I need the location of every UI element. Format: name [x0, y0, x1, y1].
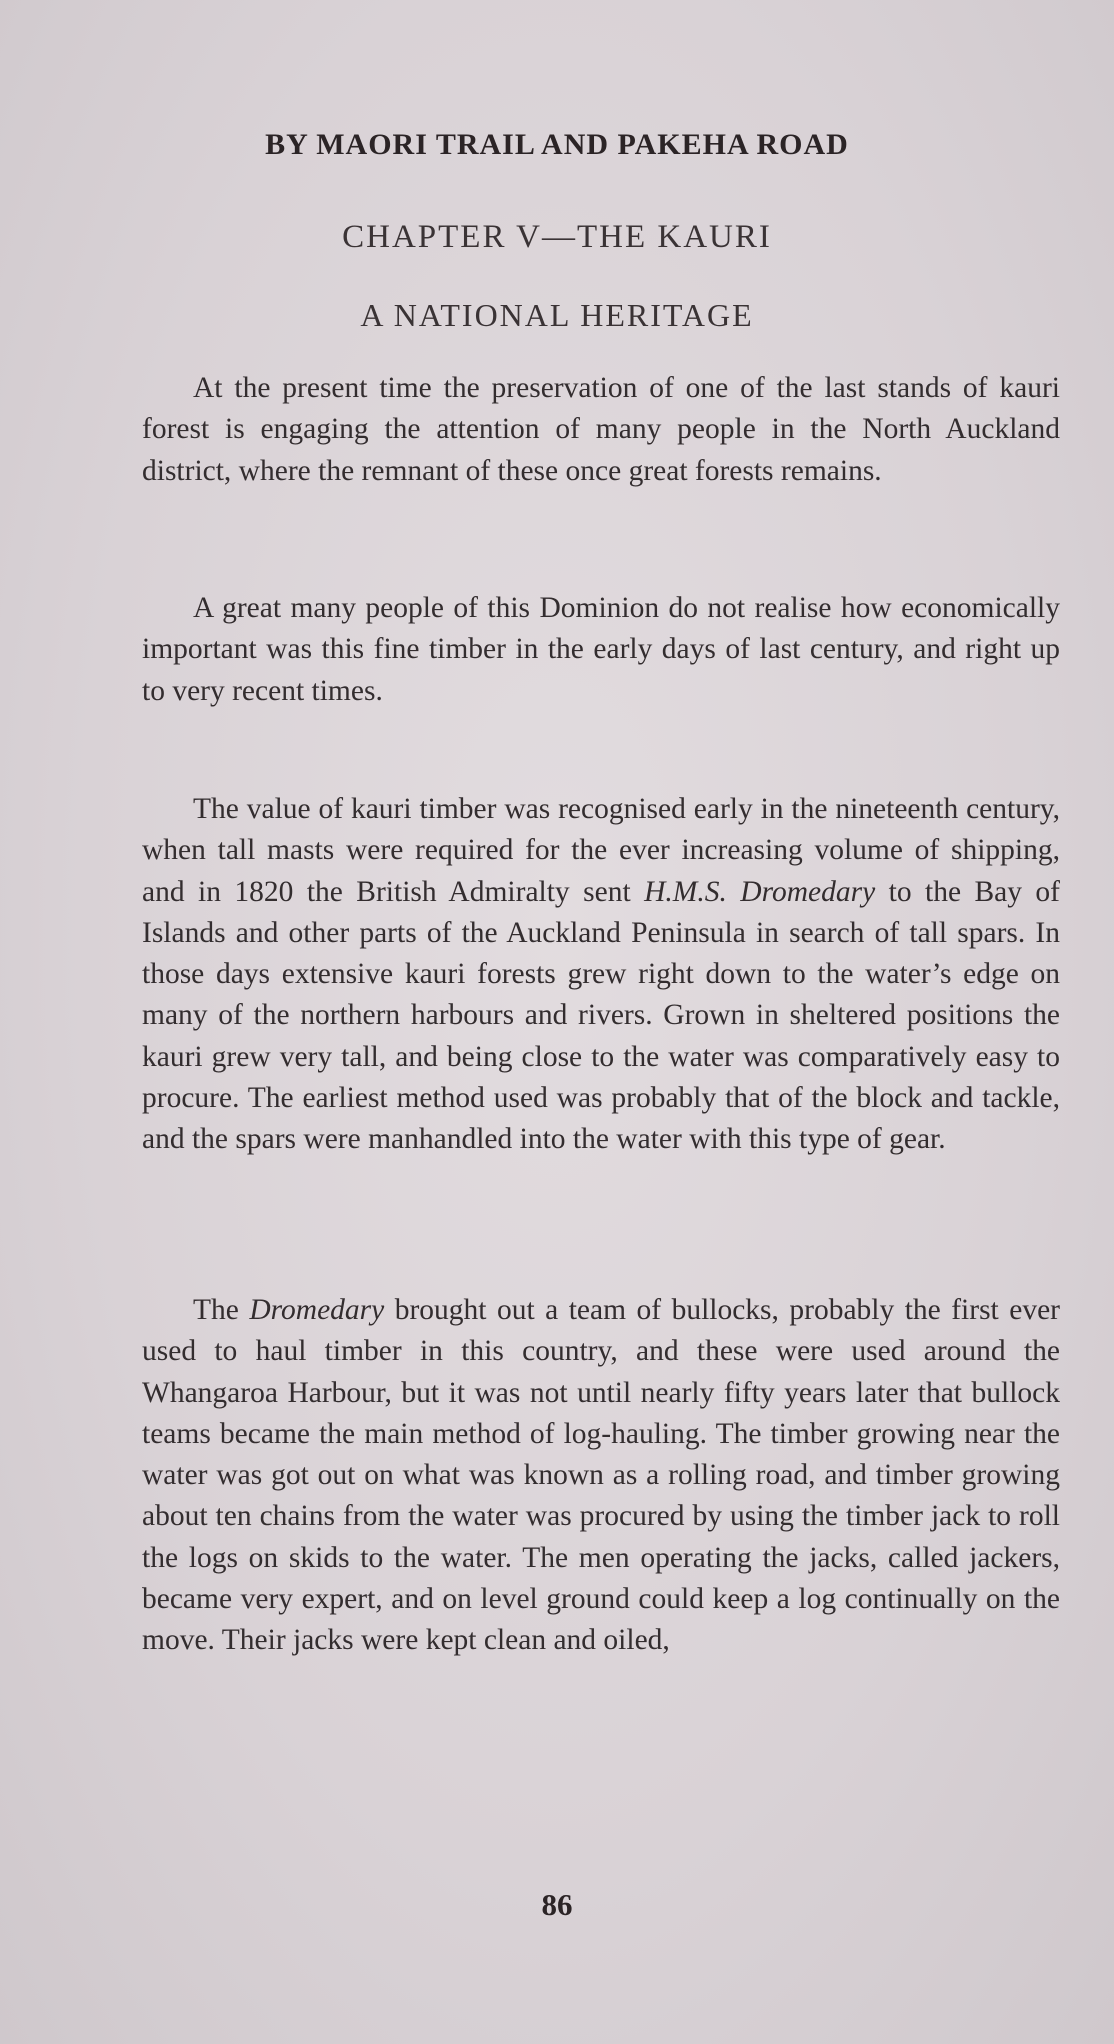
paragraph-text-part: The value of kauri timber was recognised early in the nineteenth century, when tall masts were required for the ever increasing volume of shipping, and in 1820 the British Admiralty sent	[142, 793, 1060, 908]
chapter-title: CHAPTER V—THE KAURI	[342, 219, 772, 255]
running-head: BY MAORI TRAIL AND PAKEHA ROAD	[265, 128, 849, 161]
paragraph-text-part: to the Bay of Islands and other parts of the Auckland Peninsula in search of tall spars. In those days extensive kauri forests grew right down to the water’s edge on many of the northern harbours and rivers. Grown in sheltered positions the kauri grew very tall, and being close to the water was comparatively easy to procure. The earliest method used was probably that of the block and tackle, and the spars were manhandled into the water with this type of gear.	[142, 875, 1060, 1156]
body-paragraph-2	[142, 588, 1060, 712]
paragraph-text-part: The	[193, 1294, 250, 1326]
paragraph-text: A great many people of this Dominion do not realise how economically important was this fine timber in the early days of last century, and right up to very recent times.	[142, 592, 1060, 707]
section-title: A NATIONAL HERITAGE	[360, 297, 754, 333]
paragraph-text: At the present time the preservation of one of the last stands of kauri forest is engaging the attention of many people in the North Auckland district, where the remnant of these once great forests remains.	[142, 372, 1060, 487]
body-paragraph-4	[142, 1290, 1060, 1662]
page-number: 86	[541, 1887, 573, 1922]
body-paragraph-1	[142, 368, 1060, 492]
paragraph-text	[142, 1290, 1060, 1662]
paragraph-text-part: brought out a team of bullocks, probably the first ever used to haul timber in this country, and these were used around the Whangaroa Harbour, but it was not until nearly fifty years later that bullock teams became the main method of log-hauling. The timber growing near the water was got out on what was known as a rolling road, and timber growing about ten chains from the water was procured by using the timber jack to roll the logs on skids to the water. The men operating the jacks, called jackers, became very expert, and on level ground could keep a log continually on the move. Their jacks were kept clean and oiled,	[142, 1294, 1060, 1657]
paragraph-text	[142, 789, 1060, 1161]
ship-name-italic: Dromedary	[249, 1294, 385, 1326]
body-paragraph-3	[142, 789, 1060, 1161]
ship-name-italic: H.M.S. Dromedary	[644, 875, 876, 908]
